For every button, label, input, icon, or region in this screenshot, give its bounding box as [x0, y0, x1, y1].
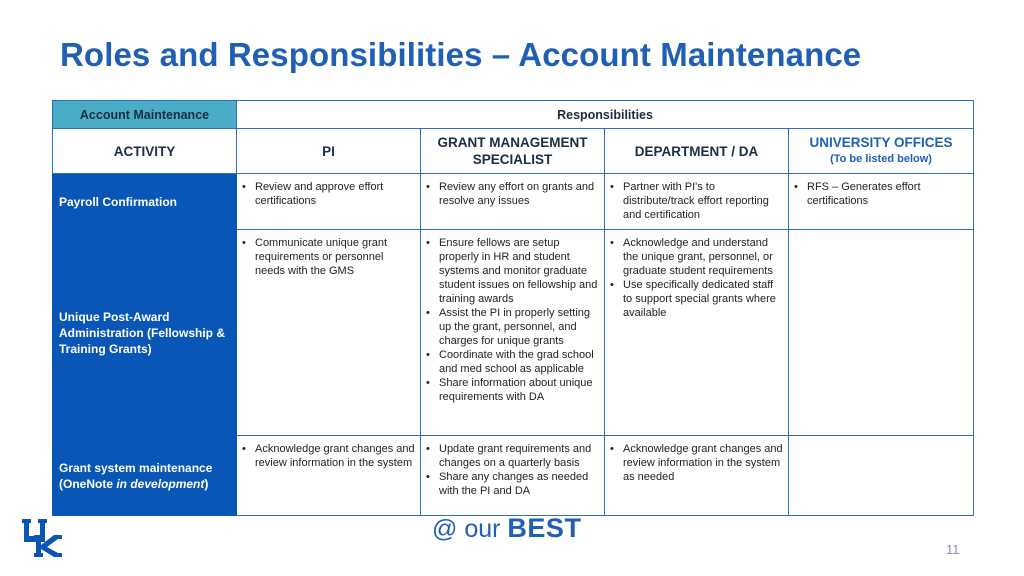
bullet-list	[237, 230, 420, 282]
cell-gms	[421, 230, 605, 436]
bullet-list	[605, 174, 788, 226]
cell-gms	[421, 174, 605, 230]
bullet-list	[237, 174, 420, 212]
bullet-list	[421, 230, 604, 408]
header-responsibilities: Responsibilities	[237, 101, 974, 129]
cell-pi	[237, 436, 421, 516]
bullet-item: • Review any effort on grants and resolve any issues	[439, 180, 600, 208]
university-header-sublabel: (To be listed below)	[830, 153, 932, 165]
table-header-row-2	[53, 129, 974, 174]
header-account-maintenance: Account Maintenance	[53, 101, 237, 129]
bullet-item: • Acknowledge grant changes and review information in the system	[255, 442, 416, 470]
column-header-pi: PI	[237, 129, 421, 174]
bullet-list	[789, 230, 973, 240]
bullet-list	[421, 436, 604, 502]
bullet-item: • Ensure fellows are setup properly in HR and student systems and monitor graduate student issues on fellowship and training awards	[439, 236, 600, 306]
responsibilities-table	[52, 100, 974, 516]
activity-unique-post-award: Unique Post-Award Administration (Fellowship & Training Grants)	[53, 230, 237, 436]
column-header-university	[789, 129, 974, 174]
table-row	[53, 174, 974, 230]
activity-paren-close: )	[204, 476, 209, 491]
cell-university	[789, 174, 974, 230]
bullet-list	[605, 436, 788, 488]
bullet-item: • Share any changes as needed with the PI and DA	[439, 470, 600, 498]
table-row	[53, 230, 974, 436]
cell-pi	[237, 174, 421, 230]
bullet-list	[605, 230, 788, 324]
activity-main-label: Grant system maintenance	[59, 460, 213, 475]
uk-logo-icon	[20, 517, 66, 559]
bullet-item: • Coordinate with the grad school and med school as applicable	[439, 348, 600, 376]
activity-payroll-confirmation: Payroll Confirmation	[53, 174, 237, 230]
bullet-list	[421, 174, 604, 212]
university-header-label: UNIVERSITY OFFICES	[809, 135, 953, 150]
brand-best: BEST	[507, 513, 582, 543]
cell-pi	[237, 230, 421, 436]
bullet-list	[789, 174, 973, 212]
bullet-list	[789, 436, 973, 446]
bullet-item: • Review and approve effort certifications	[255, 180, 416, 208]
cell-department	[605, 174, 789, 230]
bullet-list	[237, 436, 420, 474]
bullet-item: • Acknowledge grant changes and review information in the system as needed	[623, 442, 784, 484]
page-number: 11	[946, 542, 960, 557]
cell-department	[605, 436, 789, 516]
bullet-item: • Acknowledge and understand the unique grant, personnel, or graduate student requirements	[623, 236, 784, 278]
slide-title: Roles and Responsibilities – Account Maintenance	[60, 36, 862, 73]
column-header-activity: ACTIVITY	[53, 129, 237, 174]
cell-gms	[421, 436, 605, 516]
table-header-row-1	[53, 101, 974, 129]
column-header-department: DEPARTMENT / DA	[605, 129, 789, 174]
bullet-item: • Assist the PI in properly setting up the grant, personnel, and charges for unique grants	[439, 306, 600, 348]
bullet-item: • Share information about unique requirements with DA	[439, 376, 600, 404]
cell-university	[789, 230, 974, 436]
brand-prefix: @ our	[432, 515, 501, 543]
bullet-item: • Update grant requirements and changes on a quarterly basis	[439, 442, 600, 470]
column-header-gms: GRANT MANAGEMENT SPECIALIST	[421, 129, 605, 174]
table-row	[53, 436, 974, 516]
activity-paren-open: (OneNote	[59, 476, 117, 491]
bullet-item: • Partner with PI's to distribute/track effort reporting and certification	[623, 180, 784, 222]
bullet-item: • Communicate unique grant requirements or personnel needs with the GMS	[255, 236, 416, 278]
brand-at-our-best	[432, 513, 581, 547]
cell-department	[605, 230, 789, 436]
bullet-item: • Use specifically dedicated staff to support special grants where available	[623, 278, 784, 320]
activity-italic-note: in development	[116, 476, 205, 491]
bullet-item: • RFS – Generates effort certifications	[807, 180, 969, 208]
cell-university	[789, 436, 974, 516]
activity-grant-system-maintenance	[53, 436, 237, 516]
